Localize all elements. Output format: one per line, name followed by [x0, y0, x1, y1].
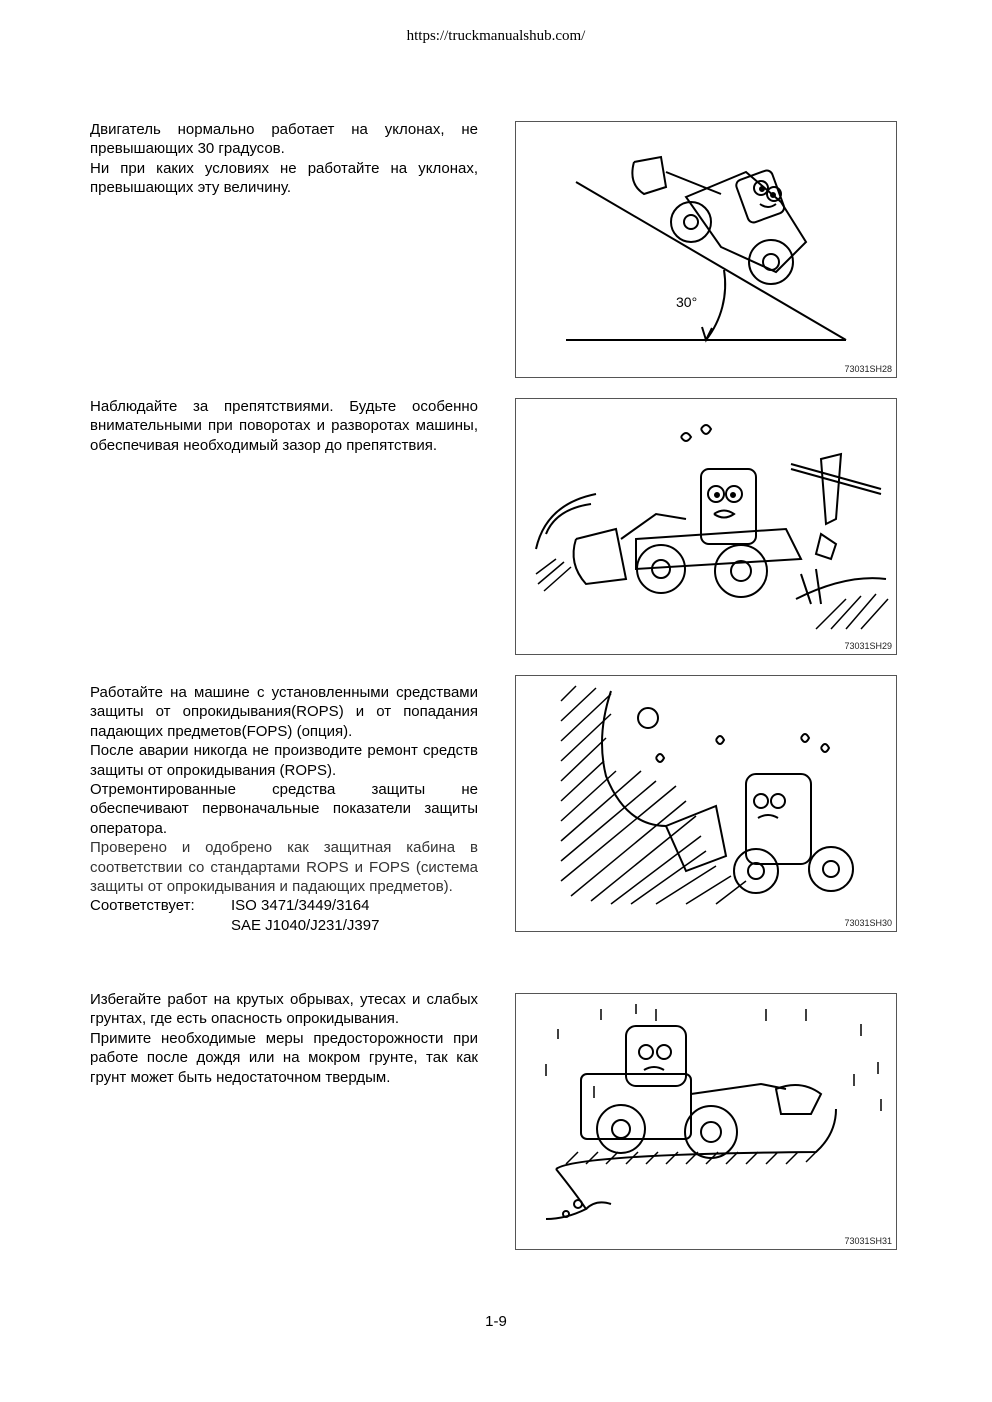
paragraph: Двигатель нормально работает на уклонах, не превышающих 30 градусов. — [90, 121, 478, 158]
paragraph: Избегайте работ на крутых обрывах, утесах и слабых грунтах, где есть опасность опрокидывания. — [90, 991, 478, 1028]
cliff-edge-illustration — [515, 993, 897, 1250]
compliance-standards-iso: ISO 3471/3449/3164 — [231, 897, 370, 915]
loader-on-slope-drawing — [516, 122, 898, 379]
section-3-text — [90, 683, 478, 935]
compliance-row — [90, 916, 478, 935]
loader-hitting-obstacle-drawing — [516, 399, 898, 656]
figure-code: 73031SH31 — [844, 1236, 892, 1246]
section-4-text — [90, 990, 478, 1087]
paragraph: После аварии никогда не производите ремонт средств защиты от опрокидывания (ROPS). — [90, 742, 478, 779]
compliance-label: Соответствует: — [90, 897, 195, 915]
paragraph: Отремонтированные средства защиты не обеспечивают первоначальные показатели защиты оператора. — [90, 781, 478, 837]
falling-objects-illustration — [515, 675, 897, 932]
paragraph: Работайте на машине с установленными средствами защиты от опрокидывания(ROPS) и от попадания падающих предметов(FOPS) (опция). — [90, 684, 478, 740]
compliance-standards-sae: SAE J1040/J231/J397 — [231, 916, 380, 934]
loader-near-cliff-in-rain-drawing — [516, 994, 898, 1251]
loader-under-falling-rocks-drawing — [516, 676, 898, 933]
paragraph: Ни при каких условиях не работайте на уклонах, превышающих эту величину. — [90, 159, 478, 197]
page-number: 1-9 — [485, 1313, 507, 1330]
angle-label: 30° — [676, 294, 698, 310]
figure-code: 73031SH29 — [844, 641, 892, 651]
figure-code: 73031SH30 — [844, 918, 892, 928]
paragraph: Наблюдайте за препятствиями. Будьте особенно внимательными при поворотах и разворотах машины, обеспечивая необходимый зазор до препятствия. — [90, 398, 478, 454]
section-1-text — [90, 120, 478, 198]
header-url[interactable]: https://truckmanualshub.com/ — [406, 28, 586, 44]
section-2-text — [90, 397, 478, 455]
obstacle-illustration — [515, 398, 897, 655]
figure-code: 73031SH28 — [844, 364, 892, 374]
compliance-row — [90, 896, 478, 915]
slope-illustration — [515, 121, 897, 378]
paragraph: Проверено и одобрено как защитная кабина в соответствии со стандартами ROPS и FOPS (система защиты от опрокидывания и падающих предметов). — [90, 839, 478, 896]
paragraph: Примите необходимые меры предосторожности при работе после дождя или на мокром грунте, так как грунт может быть недостаточном твердым. — [90, 1029, 478, 1086]
